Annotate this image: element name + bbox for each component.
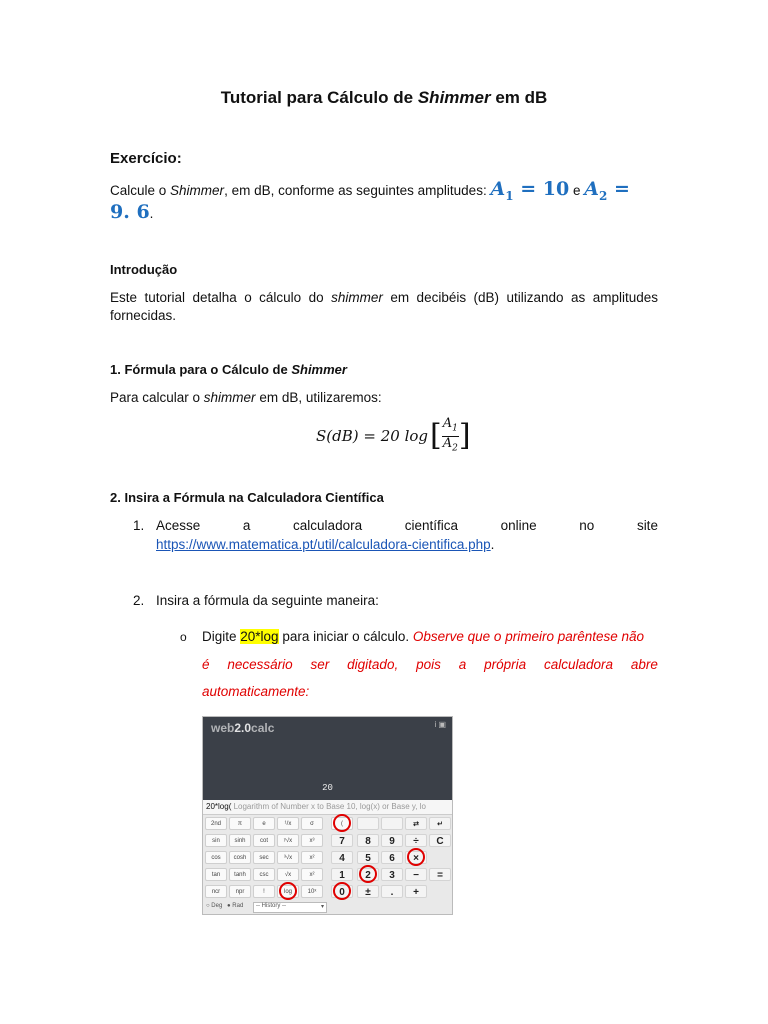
key-sec: sec: [253, 851, 275, 864]
calculator-display: [203, 717, 452, 800]
key-yroot: ʸ√x: [277, 834, 299, 847]
key-log: log: [277, 885, 299, 898]
rad-radio: ● Rad: [227, 903, 244, 909]
key-square: x²: [301, 851, 323, 864]
key-pi: π: [229, 817, 251, 830]
highlight-circle-open-paren: [333, 814, 351, 832]
key-enter: ↵: [429, 817, 451, 830]
key-sin: sin: [205, 834, 227, 847]
key-8: 8: [357, 834, 379, 847]
key-equals: =: [429, 868, 451, 881]
key-5: 5: [357, 851, 379, 864]
bullet-text-line2: é necessário ser digitado, pois a própria calculadora abre: [202, 657, 658, 672]
deg-radio: ○ Deg: [206, 903, 223, 909]
key-swap: ⇄: [405, 817, 427, 830]
bullet-marker: o: [180, 630, 187, 644]
section1-text: Para calcular o shimmer em dB, utilizaremos:: [110, 390, 382, 405]
key-cube: x³: [301, 834, 323, 847]
list-item-number-2: 2.: [133, 593, 145, 608]
key-reciprocal: ¹/x: [277, 817, 299, 830]
key-blank-2: [381, 817, 403, 830]
history-select: -- History -- ▾: [253, 902, 327, 913]
key-pow10: 10ˣ: [301, 885, 323, 898]
key-ncr: ncr: [205, 885, 227, 898]
key-9: 9: [381, 834, 403, 847]
key-csc: csc: [253, 868, 275, 881]
calculator-link[interactable]: https://www.matematica.pt/util/calculadora-cientifica.php: [156, 537, 491, 552]
key-cot: cot: [253, 834, 275, 847]
section2-heading: 2. Insira a Fórmula na Calculadora Científica: [110, 490, 384, 505]
key-4: 4: [331, 851, 353, 864]
calculator-footer: [203, 903, 452, 914]
highlight-circle-0: [333, 882, 351, 900]
calculator-logo: web2.0calc: [211, 721, 275, 735]
key-cosh: cosh: [229, 851, 251, 864]
list-item-2-text: Insira a fórmula da seguinte maneira:: [156, 593, 379, 608]
document-title: Tutorial para Cálculo de Shimmer em dB: [220, 88, 548, 107]
bullet-text-line3: automaticamente:: [202, 684, 310, 699]
key-blank-1: [357, 817, 379, 830]
key-npr: npr: [229, 885, 251, 898]
highlight-circle-log: [279, 882, 297, 900]
calculator-header-icons: i ▣: [434, 720, 446, 729]
list-item-1-link-line: https://www.matematica.pt/util/calculadora-cientifica.php.: [156, 537, 495, 552]
intro-paragraph: Este tutorial detalha o cálculo do shimmer em decibéis (dB) utilizando as amplitudes fornecidas.: [110, 290, 659, 323]
key-factorial: !: [253, 885, 275, 898]
key-2: 2: [357, 868, 379, 881]
list-item-number-1: 1.: [133, 518, 145, 533]
key-3: 3: [381, 868, 403, 881]
calculator-result: 20: [322, 783, 333, 793]
chevron-down-icon: ▾: [320, 904, 324, 910]
key-tanh: tanh: [229, 868, 251, 881]
key-2nd: 2nd: [205, 817, 227, 830]
key-clear: C: [429, 834, 451, 847]
intro-heading: Introdução: [110, 262, 178, 277]
key-6: 6: [381, 851, 403, 864]
key-minus: −: [405, 868, 427, 881]
key-0: 0: [331, 885, 353, 898]
key-cuberoot: ³√x: [277, 851, 299, 864]
key-sqrt: √x: [277, 868, 299, 881]
key-e: e: [253, 817, 275, 830]
exercise-text-continued: 9. 6.: [110, 201, 154, 223]
key-open-paren: (: [331, 817, 353, 830]
list-item-1-text: Acesse a calculadora científica online no site: [156, 518, 658, 533]
key-tan: tan: [205, 868, 227, 881]
key-divide: ÷: [405, 834, 427, 847]
highlight-circle-multiply: [407, 848, 425, 866]
key-cos: cos: [205, 851, 227, 864]
exercise-heading: Exercício:: [110, 150, 182, 167]
exercise-text: Calcule o Shimmer, em dB, conforme as seguintes amplitudes: $A_1 = 10$ e $A_2$ =: [110, 178, 630, 203]
key-7: 7: [331, 834, 353, 847]
key-1: 1: [331, 868, 353, 881]
bullet-text-line1: Digite 20*log para iniciar o cálculo. Observe que o primeiro parêntese não: [202, 629, 645, 644]
key-decimal: .: [381, 885, 403, 898]
key-plus: +: [405, 885, 427, 898]
key-sigma: σ: [301, 817, 323, 830]
key-plusminus: ±: [357, 885, 379, 898]
calculator-input: 20*log( Logarithm of Number x to Base 10, log(x) or Base y, lo: [203, 800, 452, 815]
section1-heading: 1. Fórmula para o Cálculo de Shimmer: [110, 362, 347, 377]
key-multiply: ×: [405, 851, 427, 864]
calculator-screenshot: [202, 716, 453, 915]
shimmer-formula: S(dB) = 20 log [ $A_1$ $A_2$ ]: [316, 415, 471, 454]
key-sinh: sinh: [229, 834, 251, 847]
highlight-circle-2: [359, 865, 377, 883]
key-square-2: x²: [301, 868, 323, 881]
